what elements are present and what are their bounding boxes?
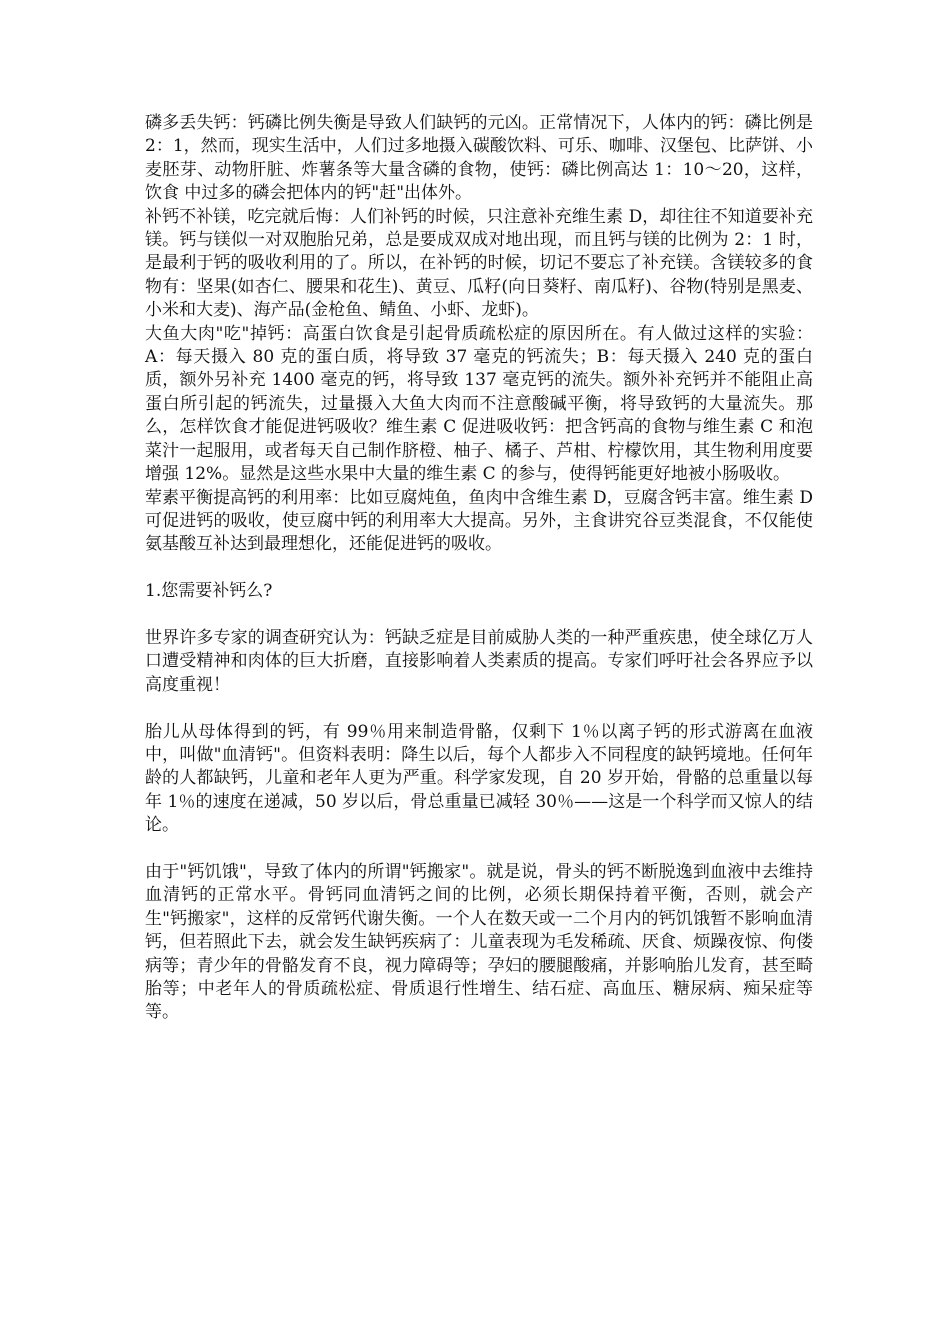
paragraph-protein: 大鱼大肉"吃"掉钙：高蛋白饮食是引起骨质疏松症的原因所在。有人做过这样的实验：A：每天摄入 80 克的蛋白质，将导致 37 毫克的钙流失；B：每天摄入 240 克的蛋白质，额外另补充 1400 毫克的钙，将导致 137 毫克钙的流失。额外补充钙并不能阻止高蛋白所引起的钙流失，过量摄入大鱼大肉而不注意酸碱平衡，将导致钙的大量流失。那么，怎样饮食才能促进钙吸收？维生素 C 促进吸收钙：把含钙高的食物与维生素 C 和泡菜汁一起服用，或者每天自己制作脐橙、柚子、橘子、芦柑、柠檬饮用，其生物利用度要增强 12%。显然是这些水果中大量的维生素 C 的参与，使得钙能更好地被小肠吸收。 (145, 323, 813, 485)
paragraph-fetus-calcium: 胎儿从母体得到的钙，有 99％用来制造骨骼，仅剩下 1％以离子钙的形式游离在血液中，叫做"血清钙"。但资料表明：降生以后，每个人都步入不同程度的缺钙境地。任何年龄的人都缺钙，儿童和老年人更为严重。科学家发现，自 20 岁开始，骨骼的总重量以每年 1％的速度在递减，50 岁以后，骨总重量已减轻 30％——这是一个科学而又惊人的结论。 (145, 721, 813, 836)
document-page (145, 112, 813, 1025)
paragraph-balance: 荤素平衡提高钙的利用率：比如豆腐炖鱼，鱼肉中含维生素 D，豆腐含钙丰富。维生素 D 可促进钙的吸收，使豆腐中钙的利用率大大提高。另外，主食讲究谷豆类混食，不仅能使氨基酸互补达到最理想化，还能促进钙的吸收。 (145, 487, 813, 555)
blank-line (145, 838, 813, 861)
paragraph-phosphorus: 磷多丢失钙：钙磷比例失衡是导致人们缺钙的元凶。正常情况下，人体内的钙：磷比例是 2：1，然而，现实生活中，人们过多地摄入碳酸饮料、可乐、咖啡、汉堡包、比萨饼、小麦胚芽、动物肝脏、炸薯条等大量含磷的食物，使钙：磷比例高达 1：10～20，这样，饮食 中过多的磷会把体内的钙"赶"出体外。 (145, 113, 813, 204)
paragraph-experts: 世界许多专家的调查研究认为：钙缺乏症是目前威胁人类的一种严重疾患，使全球亿万人口遭受精神和肉体的巨大折磨，直接影响着人类素质的提高。专家们呼吁社会各界应予以高度重视！ (145, 627, 813, 695)
blank-line (145, 604, 813, 627)
blank-line (145, 697, 813, 720)
paragraph-magnesium: 补钙不补镁，吃完就后悔：人们补钙的时候，只注意补充维生素 D，却往往不知道要补充镁。钙与镁似一对双胞胎兄弟，总是要成双成对地出现，而且钙与镁的比例为 2：1 时，是最利于钙的吸收利用的了。所以，在补钙的时候，切记不要忘了补充镁。含镁较多的食物有：坚果(如杏仁、腰果和花生)、黄豆、瓜籽(向日葵籽、南瓜籽)、谷物(特别是黑麦、小米和大麦)、海产品(金枪鱼、鲭鱼、小虾、龙虾)。 (145, 206, 813, 321)
blank-line (145, 557, 813, 580)
paragraph-calcium-hunger: 由于"钙饥饿"，导致了体内的所谓"钙搬家"。就是说，骨头的钙不断脱逸到血液中去维持血清钙的正常水平。骨钙同血清钙之间的比例，必须长期保持着平衡，否则，就会产生"钙搬家"，这样的反常钙代谢失衡。一个人在数天或一二个月内的钙饥饿暂不影响血清钙，但若照此下去，就会发生缺钙疾病了：儿童表现为毛发稀疏、厌食、烦躁夜惊、佝偻病等；青少年的骨骼发育不良，视力障碍等；孕妇的腰腿酸痛，并影响胎儿发育，甚至畸胎等；中老年人的骨质疏松症、骨质退行性增生、结石症、高血压、糖尿病、痴呆症等等。 (145, 861, 813, 1023)
section-heading: 1.您需要补钙么? (145, 581, 273, 602)
